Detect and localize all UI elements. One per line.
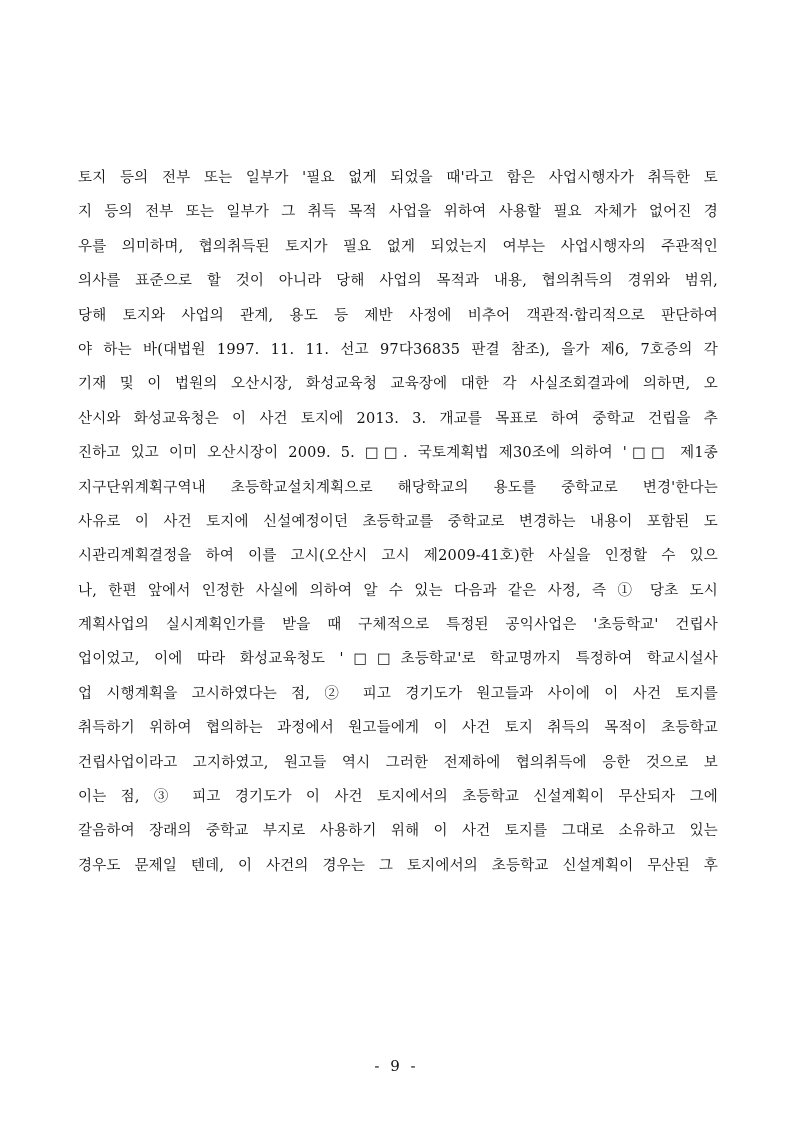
body-text-line: 경우도 문제일 텐데, 이 사건의 경우는 그 토지에서의 초등학교 신설계획이 무산된 후 bbox=[78, 857, 718, 874]
body-text-line: 시관리계획결정을 하여 이를 고시(오산시 고시 제2009-41호)한 사실을 인정할 수 있으 bbox=[78, 548, 718, 565]
body-text-line: 지구단위계획구역내 초등학교설치계획으로 해당학교의 용도를 중학교로 변경'한다는 bbox=[78, 479, 718, 496]
page-number: - 9 - bbox=[374, 1057, 419, 1075]
body-text-line: 우를 의미하며, 협의취득된 토지가 필요 없게 되었는지 여부는 사업시행자의 주관적인 bbox=[78, 238, 718, 255]
body-text-line: 업이었고, 이에 따라 화성교육청도 '□□초등학교'로 학교명까지 특정하여 학교시설사 bbox=[78, 651, 718, 668]
body-text-line: 업 시행계획을 고시하였다는 점, ② 피고 경기도가 원고들과 사이에 이 사건 토지를 bbox=[78, 685, 718, 702]
body-text-line: 갈음하여 장래의 중학교 부지로 사용하기 위해 이 사건 토지를 그대로 소유하고 있는 bbox=[78, 823, 718, 840]
body-text-line: 계획사업의 실시계획인가를 받을 때 구체적으로 특정된 공익사업은 '초등학교' 건립사 bbox=[78, 617, 718, 634]
body-text-line: 이는 점, ③ 피고 경기도가 이 사건 토지에서의 초등학교 신설계획이 무산되자 그에 bbox=[78, 789, 718, 806]
body-text-line: 당해 토지와 사업의 관계, 용도 등 제반 사정에 비추어 객관적·합리적으로 판단하여 bbox=[78, 307, 718, 324]
body-text-line: 산시와 화성교육청은 이 사건 토지에 2013. 3. 개교를 목표로 하여 중학교 건립을 추 bbox=[78, 410, 718, 427]
body-text-line: 취득하기 위하여 협의하는 과정에서 원고들에게 이 사건 토지 취득의 목적이 초등학교 bbox=[78, 720, 718, 737]
body-text-line: 토지 등의 전부 또는 일부가 '필요 없게 되었을 때'라고 함은 사업시행자가 취득한 토 bbox=[78, 170, 718, 186]
body-text-line: 기재 및 이 법원의 오산시장, 화성교육청 교육장에 대한 각 사실조회결과에 의하면, 오 bbox=[78, 376, 718, 393]
body-text-line: 야 하는 바(대법원 1997. 11. 11. 선고 97다36835 판결 참조), 을가 제6, 7호증의 각 bbox=[78, 341, 718, 358]
document-body bbox=[78, 161, 718, 883]
body-text-line: 의사를 표준으로 할 것이 아니라 당해 사업의 목적과 내용, 협의취득의 경위와 범위, bbox=[78, 273, 718, 290]
body-text-line: 나, 한편 앞에서 인정한 사실에 의하여 알 수 있는 다음과 같은 사정, 즉 ① 당초 도시 bbox=[78, 582, 718, 599]
body-text-line: 진하고 있고 이미 오산시장이 2009. 5. □□. 국토계획법 제30조에 의하여 '□□ 제1종 bbox=[78, 445, 718, 462]
body-text-line: 건립사업이라고 고지하였고, 원고들 역시 그러한 전제하에 협의취득에 응한 것으로 보 bbox=[78, 754, 718, 771]
body-text-line: 사유로 이 사건 토지에 신설예정이던 초등학교를 중학교로 변경하는 내용이 포함된 도 bbox=[78, 513, 718, 530]
body-text-line: 지 등의 전부 또는 일부가 그 취득 목적 사업을 위하여 사용할 필요 자체가 없어진 경 bbox=[78, 204, 718, 221]
